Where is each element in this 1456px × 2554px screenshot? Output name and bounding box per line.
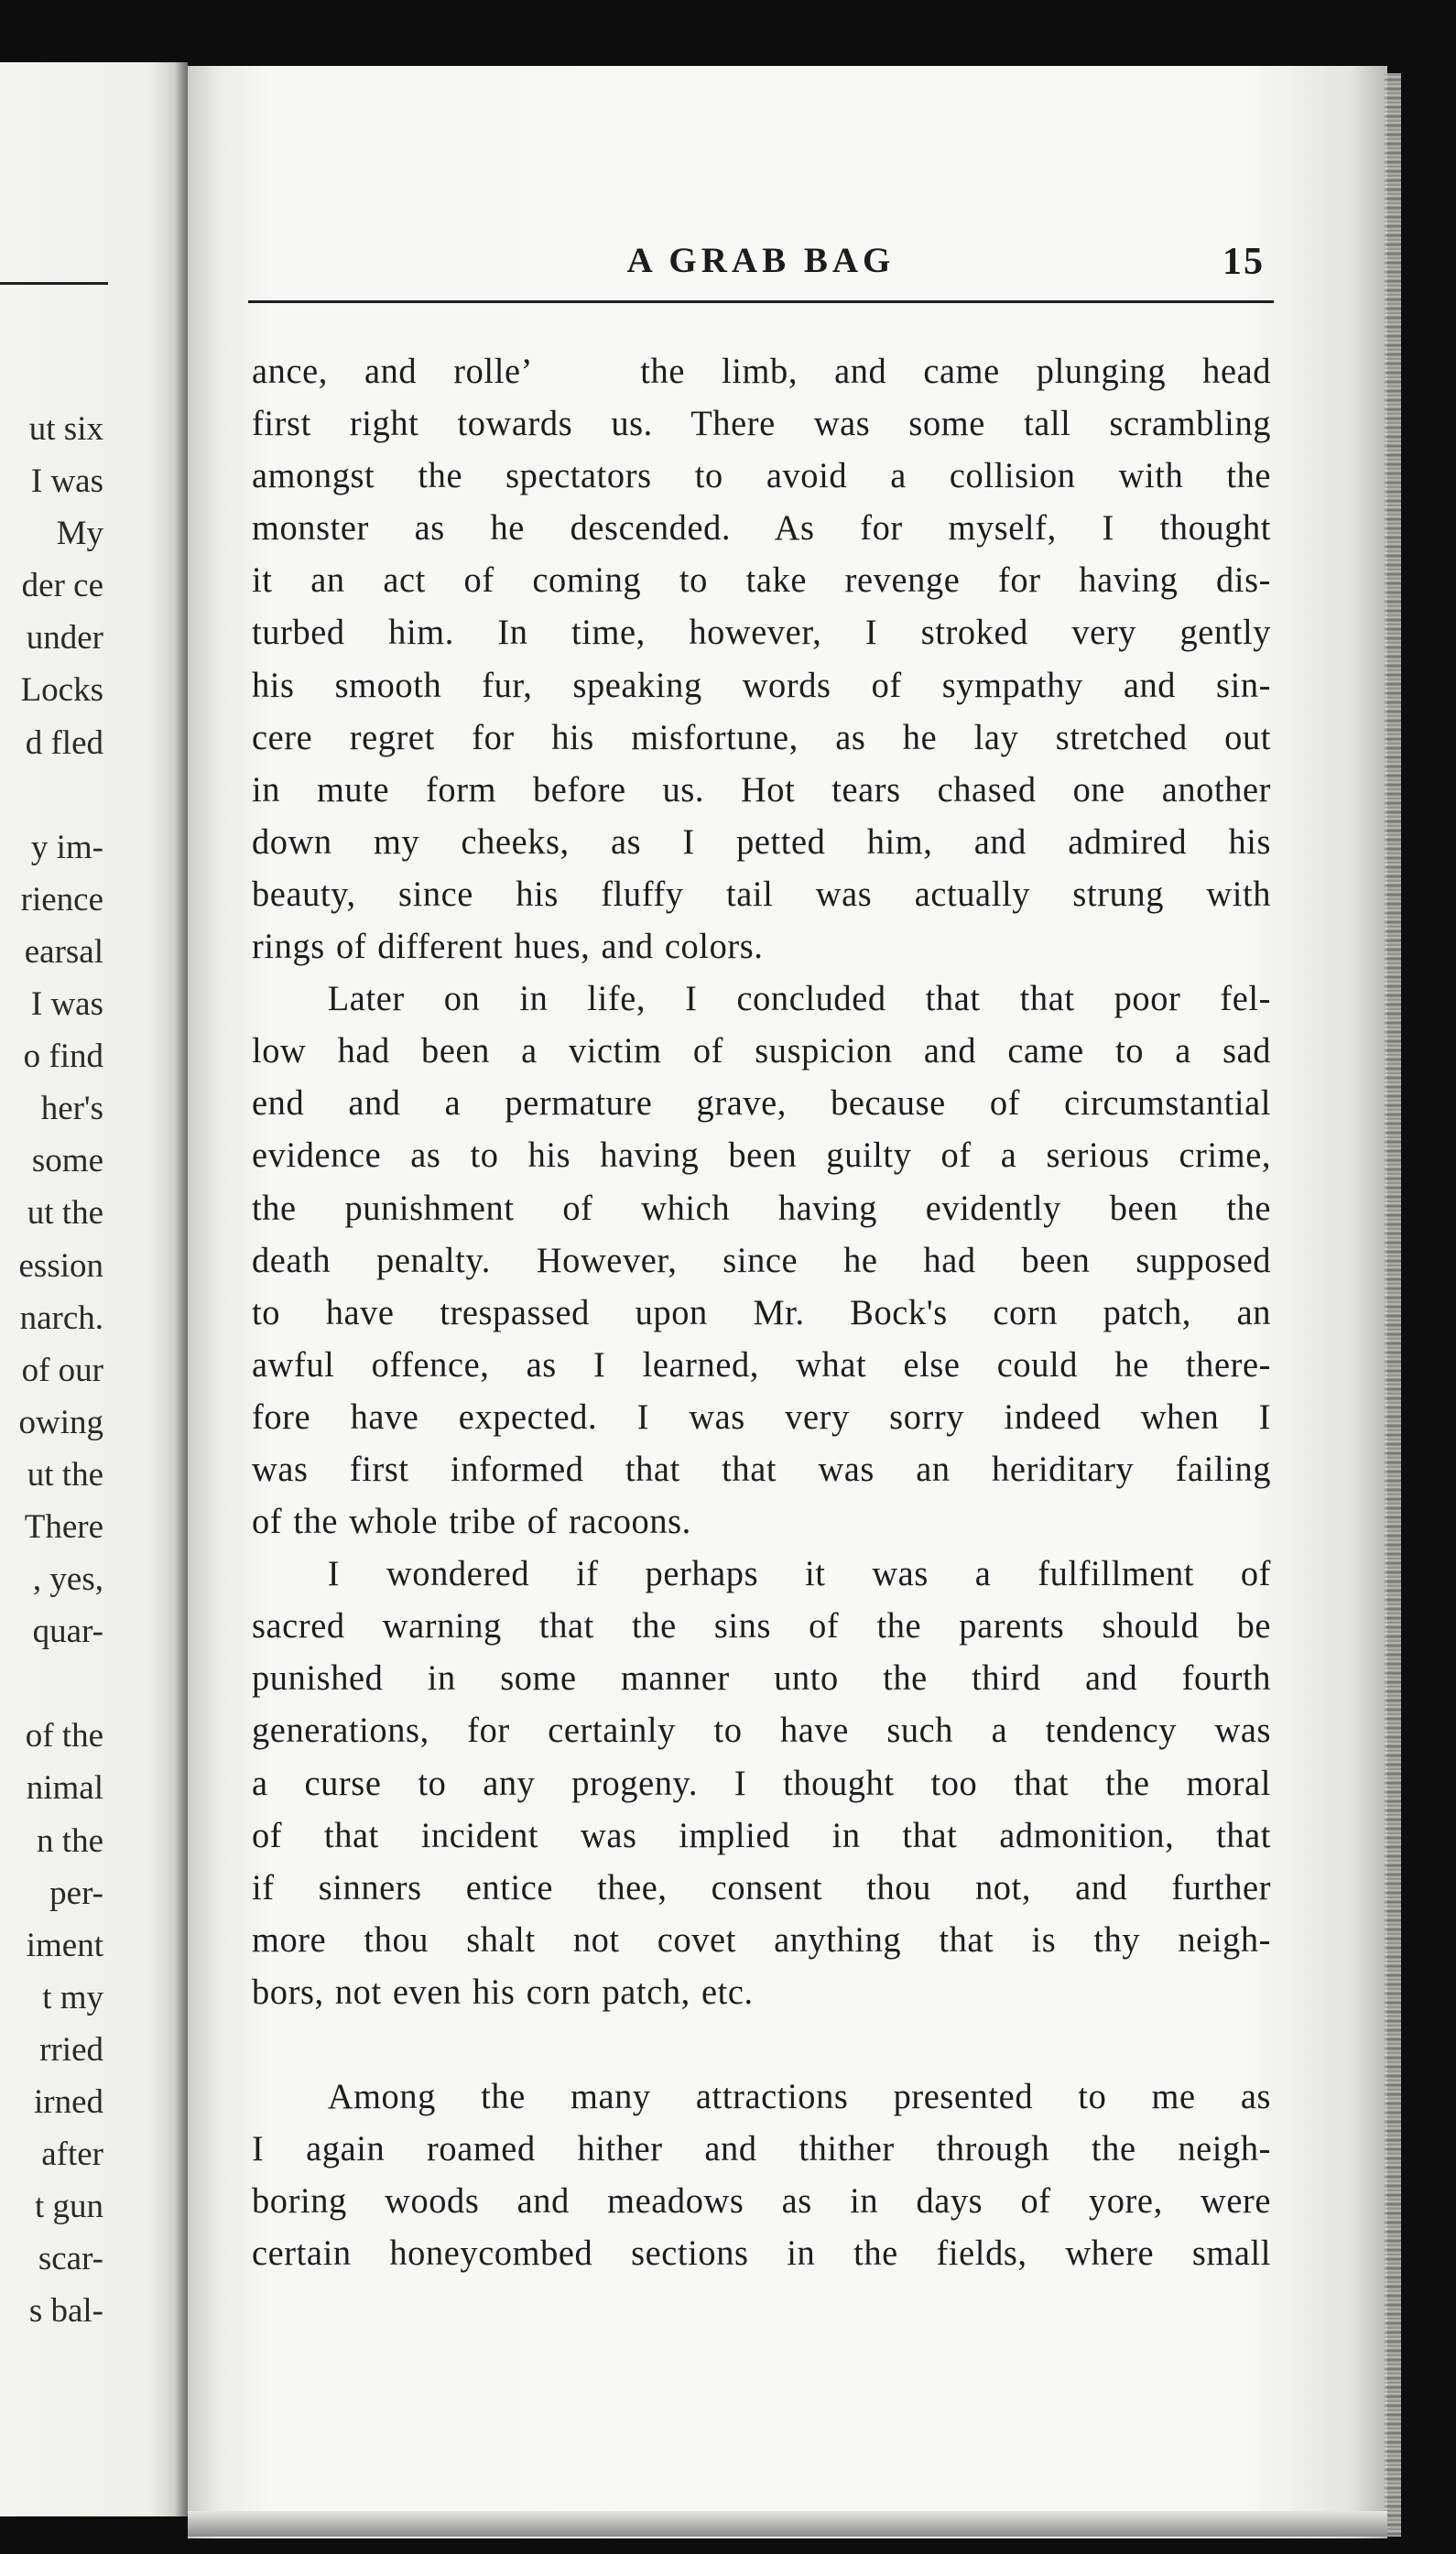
left-page-header-rule	[0, 282, 108, 285]
left-line: , yes,	[32, 1560, 103, 1599]
text-line: beauty, since his fluffy tail was actually strung with	[252, 874, 1272, 914]
left-facing-page	[0, 62, 188, 2516]
text-line: if sinners entice thee, consent thou not, and further	[252, 1867, 1272, 1907]
left-line: irned	[33, 2083, 103, 2121]
left-line	[19, 1657, 104, 1710]
left-line: narch.	[19, 1299, 103, 1337]
left-line: s bal-	[28, 2292, 103, 2331]
text-line: first right towards us. There was some tall scrambling	[252, 404, 1272, 444]
left-line: My	[56, 515, 103, 553]
left-line: nimal	[26, 1769, 103, 1808]
text-line: generations, for certainly to have such a tendency was	[252, 1711, 1272, 1751]
left-line: t my	[42, 1978, 103, 2016]
left-line: n the	[37, 1821, 103, 1860]
left-line: rried	[39, 2030, 103, 2069]
text-line: sacred warning that the sins of the parents should be	[252, 1606, 1272, 1647]
left-line: I was	[30, 985, 103, 1024]
left-line: y im-	[30, 828, 103, 866]
page-body-text	[252, 345, 1287, 2279]
text-line: end and a permature grave, because of circumstantial	[252, 1083, 1272, 1124]
text-line: awful offence, as I learned, what else could he there-	[252, 1344, 1272, 1385]
left-line: earsal	[24, 932, 103, 971]
left-page-text-fragments	[19, 403, 104, 2337]
text-line: evidence as to his having been guilty of a serious crime,	[252, 1136, 1272, 1176]
text-line: amongst the spectators to avoid a collision with the	[252, 456, 1272, 496]
paragraph-first-line: Later on in life, I concluded that that poor fel-	[327, 979, 1272, 1019]
left-line: There	[24, 1507, 103, 1546]
text-line: low had been a victim of suspicion and came to a sad	[252, 1031, 1272, 1071]
left-line: o find	[23, 1038, 103, 1076]
left-line: d fled	[25, 723, 103, 762]
left-line: per-	[49, 1874, 103, 1912]
text-line: death penalty. However, since he had been supposed	[252, 1240, 1272, 1280]
left-line: rience	[20, 880, 103, 918]
text-line: was first informed that that was an heriditary failing	[252, 1449, 1272, 1489]
text-line: a curse to any progeny. I thought too that the moral	[252, 1763, 1272, 1803]
running-title: A GRAB BAG	[626, 241, 896, 280]
text-line: it an act of coming to take revenge for having dis-	[252, 560, 1272, 601]
left-line: I was	[30, 462, 103, 501]
left-line: after	[41, 2136, 103, 2174]
text-line: his smooth fur, speaking words of sympathy and sin-	[252, 665, 1272, 705]
text-line: down my cheeks, as I petted him, and admired his	[252, 821, 1272, 862]
text-line: of that incident was implied in that admonition, that	[252, 1815, 1272, 1855]
left-line	[19, 769, 104, 821]
text-line: more thou shalt not covet anything that is thy neigh-	[252, 1919, 1272, 1960]
text-line: rings of different hues, and colors.	[252, 927, 764, 967]
left-line: ut the	[27, 1194, 103, 1233]
text-line: I again roamed hither and thither through the neigh-	[252, 2129, 1272, 2169]
left-line: ut the	[27, 1455, 103, 1494]
text-line: turbed him. In time, however, I stroked very gently	[252, 613, 1272, 653]
text-line: to have trespassed upon Mr. Bock's corn patch, an	[252, 1292, 1272, 1332]
page-stack-edge	[1385, 73, 1401, 2537]
left-line: some	[31, 1142, 103, 1180]
text-line: the punishment of which having evidently been the	[252, 1188, 1272, 1228]
left-line: iment	[26, 1926, 103, 1964]
left-line: her's	[40, 1090, 103, 1128]
text-line: boring woods and meadows as in days of yore, were	[252, 2181, 1272, 2222]
left-line: Locks	[20, 671, 103, 710]
paragraph-first-line: I wondered if perhaps it was a fulfillment of	[327, 1554, 1272, 1594]
left-line: of our	[21, 1351, 103, 1389]
left-line: ut six	[28, 410, 103, 448]
left-line: scar-	[38, 2240, 103, 2278]
text-line: fore have expected. I was very sorry indeed when I	[252, 1397, 1272, 1437]
left-line: owing	[18, 1403, 103, 1441]
page-bottom-shadow	[188, 2511, 1387, 2537]
left-line: quar-	[32, 1613, 103, 1651]
text-line: cere regret for his misfortune, as he lay stretched out	[252, 717, 1272, 757]
text-line: monster as he descended. As for myself, I thought	[252, 508, 1272, 549]
text-line: punished in some manner unto the third and fourth	[252, 1658, 1272, 1699]
left-line: der ce	[21, 567, 103, 605]
header-rule	[248, 300, 1274, 303]
paragraph-first-line: Among the many attractions presented to me as	[327, 2077, 1272, 2116]
left-line: t gun	[34, 2188, 103, 2226]
book-page	[188, 66, 1387, 2538]
left-line: under	[26, 619, 103, 658]
page-number: 15	[1222, 241, 1265, 283]
text-line: of the whole tribe of racoons.	[252, 1502, 691, 1542]
section-break	[252, 2018, 1287, 2070]
left-line: of the	[25, 1717, 103, 1755]
running-header	[248, 240, 1274, 300]
left-line: ession	[18, 1246, 103, 1285]
text-line: ance, and rolle’ the limb, and came plunging head	[252, 352, 1272, 391]
text-line: certain honeycombed sections in the fields, where small	[252, 2233, 1272, 2274]
text-line: bors, not even his corn patch, etc.	[252, 1972, 754, 2012]
text-line: in mute form before us. Hot tears chased one another	[252, 769, 1272, 810]
